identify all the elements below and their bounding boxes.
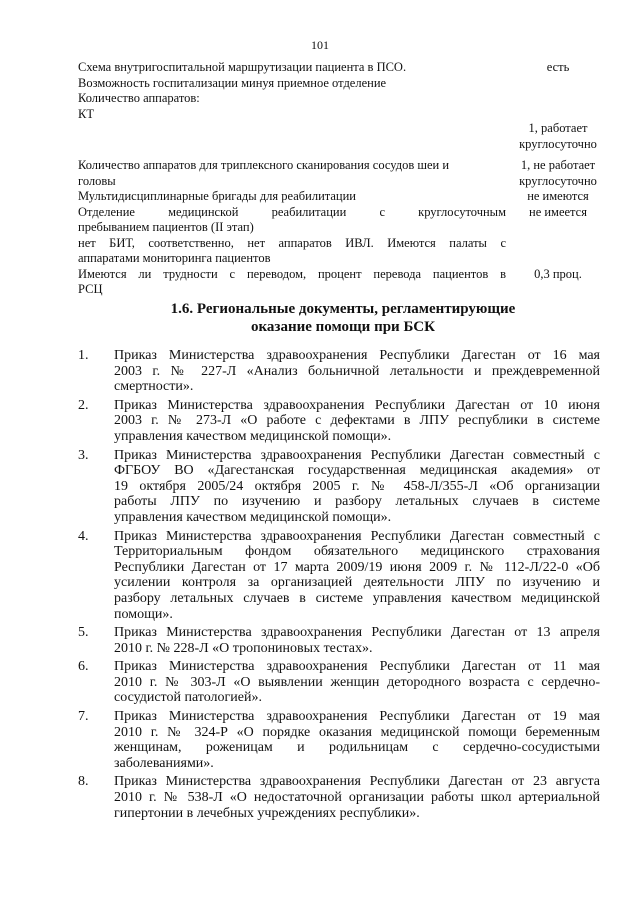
list-item-number: 6. bbox=[78, 659, 89, 675]
info-label-line: КТ bbox=[78, 106, 94, 121]
info-label-line: нет БИТ, соответственно, нет аппаратов ИВЛ. Имеются палаты с bbox=[78, 235, 506, 250]
info-value-line: круглосуточно bbox=[519, 173, 597, 188]
info-row-label bbox=[78, 158, 506, 189]
info-row-label bbox=[78, 91, 506, 122]
info-row-label bbox=[78, 189, 506, 205]
list-item-line: 2010 г. № 538-Л «О недостаточной организации работы школ артериальной bbox=[114, 790, 600, 806]
list-item-line: Приказ Министерства здравоохранения Республики Дагестан от 10 июня bbox=[114, 397, 600, 413]
list-item-line: 2010 г. № 303-Л «О выявлении женщин детородного возраста с сердечно- bbox=[114, 674, 600, 690]
list-item-text bbox=[114, 659, 600, 706]
info-label-line: Возможность госпитализации минуя приемное отделение bbox=[78, 75, 387, 90]
info-value-line: 1, работает bbox=[528, 121, 588, 135]
list-item-line: смертности». bbox=[114, 379, 194, 395]
list-item-line: 2003 г. № 227-Л «Анализ больничной летальности и преждевременной bbox=[114, 363, 600, 379]
info-label-line: Имеются ли трудности с переводом, процент перевода пациентов в bbox=[78, 266, 506, 281]
list-item-line: 19 октября 2005/24 октября 2005 г. № 458-Л/355-Л «Об организации bbox=[114, 478, 600, 494]
list-item-number: 8. bbox=[78, 774, 89, 790]
list-item-line: Приказ Министерства здравоохранения Республики Дагестан от 11 мая bbox=[114, 659, 600, 675]
list-item-number: 7. bbox=[78, 709, 89, 725]
list-item-line: работы ЛПУ по изучению и разбору летальных случаев в системе bbox=[114, 494, 600, 510]
page-number: 101 bbox=[311, 38, 329, 52]
list-item-line: Приказ Министерства здравоохранения Республики Дагестан совместный с bbox=[114, 447, 600, 463]
info-row-value bbox=[508, 267, 608, 283]
list-item bbox=[78, 529, 600, 623]
info-row-value bbox=[508, 158, 608, 189]
list-item bbox=[78, 709, 600, 771]
list-item-line: гипертонии в лечебных учреждениях республики». bbox=[114, 805, 420, 821]
info-row bbox=[78, 91, 608, 152]
info-value-line: не имеются bbox=[527, 189, 589, 203]
section-title-line: оказание помощи при БСК bbox=[251, 319, 435, 335]
list-item bbox=[78, 625, 600, 656]
list-item-line: заболеваниями». bbox=[114, 755, 214, 771]
list-item-line: женщинам, роженицам и родильницам с сердечно-сосудистыми bbox=[114, 740, 600, 756]
list-item-line: усилении контроля за организацией деятельности ЛПУ по изучению и bbox=[114, 575, 600, 591]
info-label-line: РСЦ bbox=[78, 282, 103, 296]
info-label-line: Схема внутригоспитальной маршрутизации пациента в ПСО. bbox=[78, 60, 407, 74]
list-item-text bbox=[114, 448, 600, 526]
info-row-label bbox=[78, 236, 506, 267]
list-item-number: 4. bbox=[78, 528, 89, 544]
info-label-line: Мультидисциплинарные бригады для реабилитации bbox=[78, 189, 356, 203]
info-row bbox=[78, 236, 608, 267]
info-row-value bbox=[508, 60, 608, 76]
list-item-number: 2. bbox=[78, 397, 89, 413]
list-item-line: разбору летальных случаев в системе управления качеством медицинской bbox=[114, 590, 600, 606]
section-title-line: 1.6. Региональные документы, регламентирующие bbox=[170, 301, 516, 317]
list-item-text bbox=[114, 625, 600, 656]
info-label-line: аппаратами мониторинга пациентов bbox=[78, 251, 271, 265]
list-item-text bbox=[114, 529, 600, 623]
info-row-label bbox=[78, 267, 506, 298]
info-row-value bbox=[508, 189, 608, 205]
info-row bbox=[78, 205, 608, 236]
list-item-text bbox=[114, 774, 600, 821]
section-title bbox=[78, 300, 608, 336]
list-item-line: Приказ Министерства здравоохранения Республики Дагестан совместный с bbox=[114, 528, 600, 544]
list-item-text bbox=[114, 709, 600, 771]
list-item bbox=[78, 659, 600, 706]
list-item-line: Приказ Министерства здравоохранения Республики Дагестан от 16 мая bbox=[114, 348, 600, 363]
info-row-label bbox=[78, 60, 506, 91]
list-item-text bbox=[114, 398, 600, 445]
list-item bbox=[78, 774, 600, 821]
info-value-line: не имеется bbox=[529, 204, 587, 219]
list-item-line: управления качеством медицинской помощи». bbox=[114, 509, 392, 525]
list-item-text bbox=[114, 348, 600, 395]
list-item-line: помощи». bbox=[114, 606, 173, 622]
info-value-line: 0,3 проц. bbox=[534, 266, 582, 281]
list-item-line: сосудистой патологией». bbox=[114, 690, 262, 706]
list-item-line: 2010 г. № 228-Л «О тропониновых тестах». bbox=[114, 640, 373, 656]
list-item-line: 2003 г. № 273-Л «О работе с дефектами в ЛПУ республики в системе bbox=[114, 413, 600, 429]
list-item-line: Республики Дагестан от 17 марта 2009/19 июня 2009 г. № 112-Л/22-0 «Об bbox=[114, 559, 600, 575]
list-item bbox=[78, 348, 600, 395]
info-row bbox=[78, 189, 608, 205]
info-row bbox=[78, 150, 608, 189]
list-item-line: Приказ Министерства здравоохранения Республики Дагестан от 19 мая bbox=[114, 709, 600, 725]
info-row-value bbox=[508, 121, 608, 152]
list-item bbox=[78, 398, 600, 445]
info-label-line: пребыванием пациентов (II этап) bbox=[78, 220, 254, 234]
info-value-line: 1, не работает bbox=[520, 158, 596, 172]
list-item-number: 1. bbox=[78, 348, 89, 363]
info-value-line: круглосуточно bbox=[519, 136, 597, 151]
list-item-line: ФГБОУ ВО «Дагестанская государственная медицинская академия» от bbox=[114, 463, 600, 479]
list-item-line: управления качеством медицинской помощи». bbox=[114, 428, 392, 444]
document-list bbox=[78, 348, 600, 824]
info-row-label bbox=[78, 205, 506, 236]
list-item-line: Приказ Министерства здравоохранения Республики Дагестан от 23 августа bbox=[114, 774, 600, 790]
list-item bbox=[78, 448, 600, 526]
info-value-line: есть bbox=[546, 60, 570, 74]
info-label-line: головы bbox=[78, 173, 116, 188]
list-item-line: Приказ Министерства здравоохранения Республики Дагестан от 13 апреля bbox=[114, 625, 600, 641]
list-item-line: Территориальным фондом обязательного медицинского страхования bbox=[114, 544, 600, 560]
info-label-line: Количество аппаратов: bbox=[78, 91, 200, 105]
info-label-line: Количество аппаратов для триплексного сканирования сосудов шеи и bbox=[78, 158, 450, 172]
info-row bbox=[78, 267, 608, 298]
list-item-number: 3. bbox=[78, 447, 89, 463]
info-row bbox=[78, 60, 608, 91]
list-item-number: 5. bbox=[78, 625, 89, 641]
list-item-line: 2010 г. № 324-Р «О порядке оказания медицинской помощи беременным bbox=[114, 724, 600, 740]
info-row-value bbox=[508, 205, 608, 221]
info-label-line: Отделение медицинской реабилитации с круглосуточным bbox=[78, 204, 506, 219]
info-table bbox=[78, 60, 608, 298]
